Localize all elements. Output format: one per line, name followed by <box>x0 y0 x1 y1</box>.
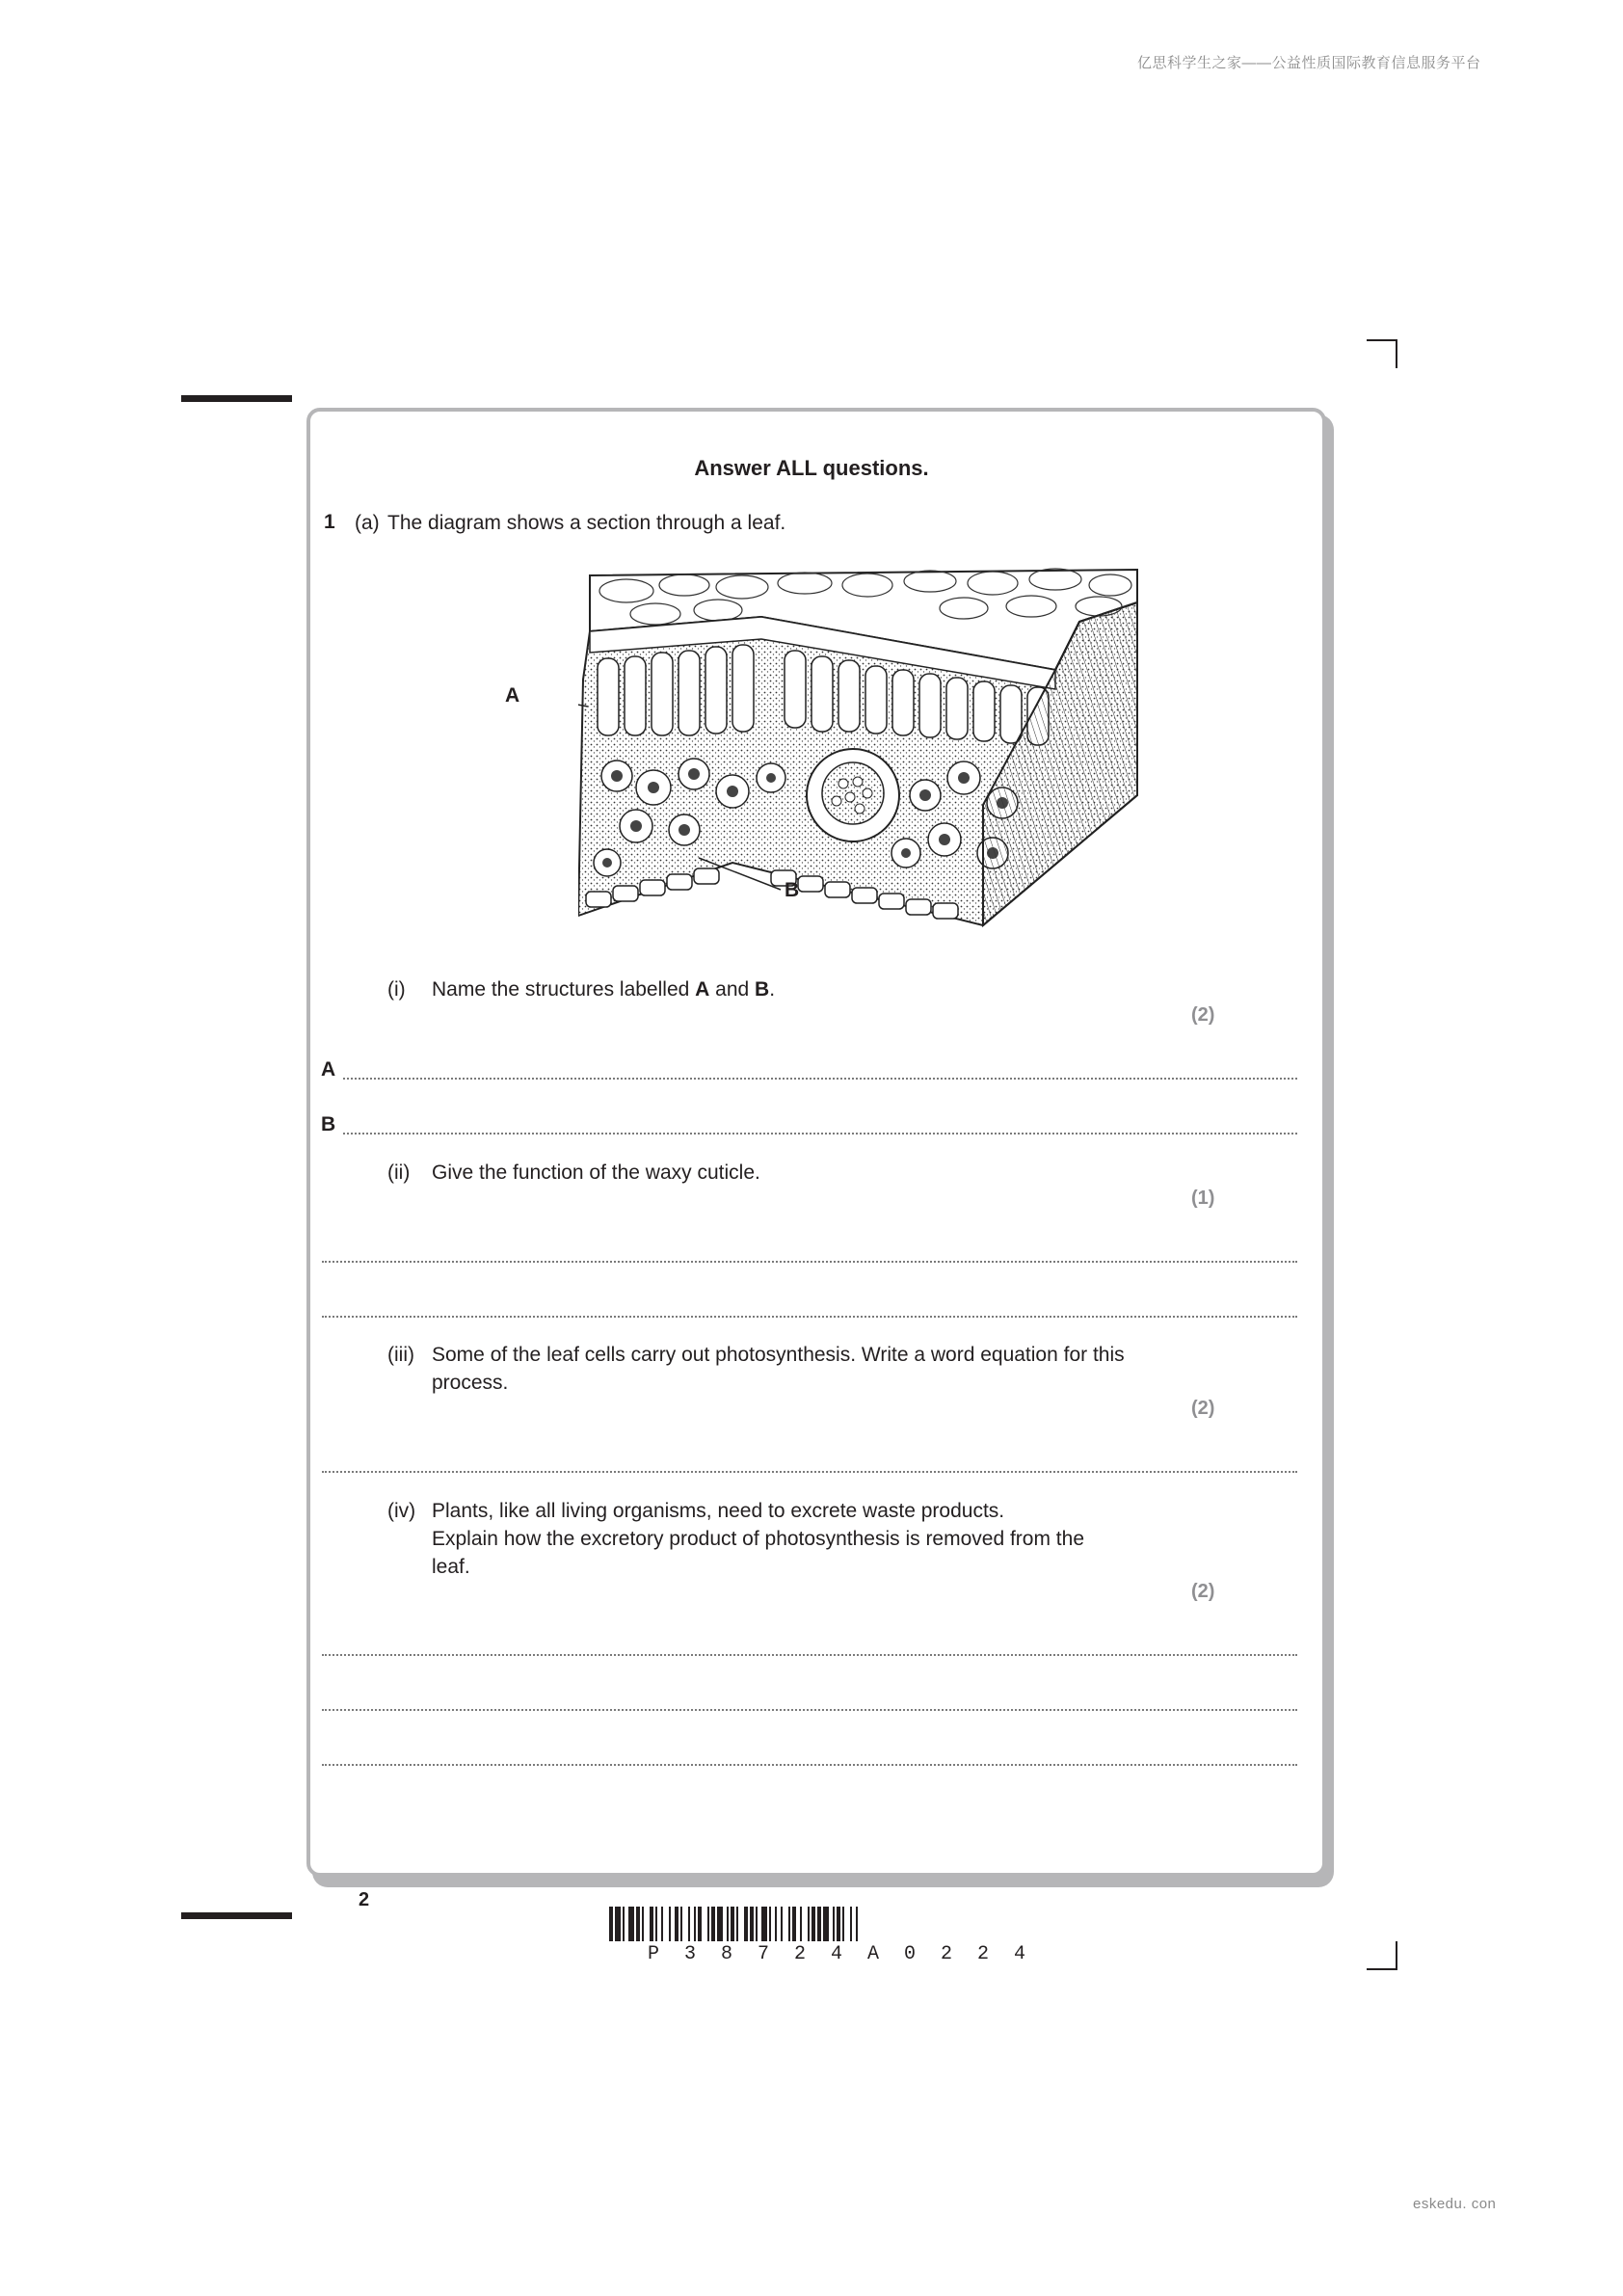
subq-iv-line3: leaf. <box>432 1556 470 1578</box>
barcode-text: P38724A0224 <box>648 1943 1051 1965</box>
subq-iii-number: (iii) <box>387 1344 414 1366</box>
subq-i-text-before: Name the structures labelled <box>432 978 696 1001</box>
question-number: 1 <box>324 511 335 533</box>
answer-line-iv-3[interactable] <box>322 1764 1297 1766</box>
subq-iv-marks: (2) <box>1191 1581 1215 1602</box>
subq-iv-line2: Explain how the excretory product of photosynthesis is removed from the <box>432 1528 1085 1550</box>
answer-line-iv-1[interactable] <box>322 1654 1297 1656</box>
diagram-label-b: B <box>785 879 800 901</box>
subq-i-bold-a: A <box>695 978 710 1001</box>
page-number: 2 <box>359 1889 370 1910</box>
answer-line-b[interactable] <box>343 1133 1297 1135</box>
answer-label-a: A <box>321 1058 336 1081</box>
watermark-top: 亿思科学生之家——公益性质国际教育信息服务平台 <box>1137 55 1481 71</box>
answer-line-ii-2[interactable] <box>322 1316 1297 1318</box>
subq-i-marks: (2) <box>1191 1004 1215 1026</box>
subq-ii-number: (ii) <box>387 1161 411 1184</box>
subq-i-number: (i) <box>387 978 406 1001</box>
answer-line-iii[interactable] <box>322 1471 1297 1473</box>
subq-ii-text: Give the function of the waxy cuticle. <box>432 1161 760 1184</box>
part-a-text: The diagram shows a section through a leaf. <box>387 512 786 534</box>
margin-bar-bottom <box>181 1912 292 1919</box>
answer-line-a[interactable] <box>343 1078 1297 1080</box>
subq-i-text-mid: and <box>709 978 756 1001</box>
crop-mark-bottom-h <box>1367 1968 1396 1970</box>
subq-iv-line1: Plants, like all living organisms, need to excrete waste products. <box>432 1500 1005 1522</box>
answer-line-ii-1[interactable] <box>322 1261 1297 1263</box>
subq-iv-number: (iv) <box>387 1500 416 1522</box>
subq-i-bold-b: B <box>755 978 770 1001</box>
subq-iii-line2: process. <box>432 1372 509 1394</box>
crop-mark-top-v <box>1396 339 1397 368</box>
instructions-heading: Answer ALL questions. <box>694 456 929 480</box>
crop-mark-bottom-v <box>1396 1941 1397 1970</box>
margin-bar-top <box>181 395 292 402</box>
subq-iii-marks: (2) <box>1191 1398 1215 1419</box>
subq-i-text-after: . <box>769 978 776 1001</box>
barcode-image <box>605 1907 1029 1947</box>
part-a-label: (a) <box>355 512 380 534</box>
subq-ii-marks: (1) <box>1191 1188 1215 1209</box>
subq-iii-line1: Some of the leaf cells carry out photosynthesis. Write a word equation for this <box>432 1344 1125 1366</box>
crop-mark-top-h <box>1367 339 1396 341</box>
answer-line-iv-2[interactable] <box>322 1709 1297 1711</box>
diagram-label-a: A <box>505 684 520 707</box>
watermark-bottom: eskedu. con <box>1413 2196 1497 2212</box>
answer-label-b: B <box>321 1113 336 1135</box>
leaf-section-diagram <box>578 564 1147 930</box>
subq-i-text <box>432 975 775 1003</box>
